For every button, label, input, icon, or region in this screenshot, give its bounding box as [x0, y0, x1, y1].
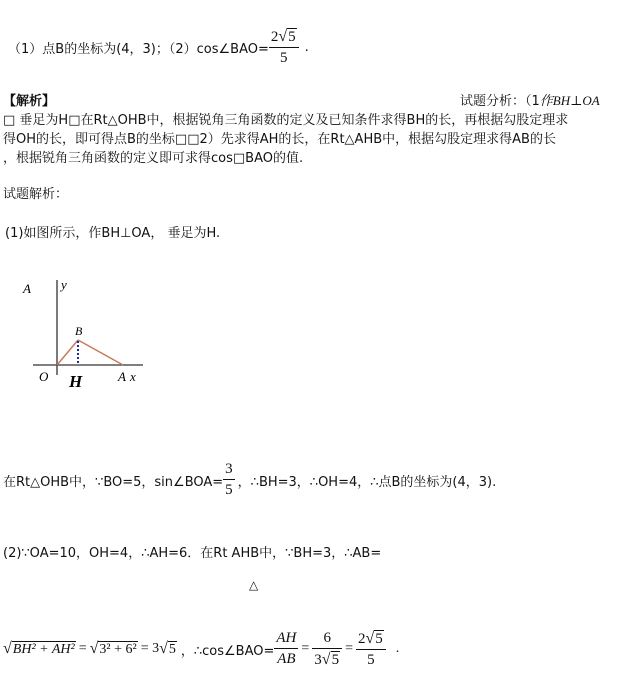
final-eq2: = 3	[140, 641, 160, 656]
final-eq3: =	[301, 641, 310, 656]
final-eq1: =	[78, 641, 87, 656]
part1-text: (1)如图所示，作BH⊥OA， 垂足为H.	[5, 226, 221, 241]
label-o: O	[39, 369, 49, 384]
final-end: .	[395, 641, 400, 656]
frac-6-3sqrt5: $\frac{6}{3√5}$	[312, 631, 342, 668]
segment-ba	[78, 340, 123, 365]
final-line	[3, 625, 399, 673]
frac-ah-ab: $\frac{AH}{AB}$	[276, 630, 297, 667]
solution-heading: 试题解析：	[3, 187, 69, 202]
final-eq4: =	[345, 641, 353, 656]
label-b: B	[75, 324, 83, 338]
label-a-axis: A	[118, 369, 126, 384]
sqrt-3-6: √3² + 6²	[89, 640, 137, 657]
analysis-heading: 【解析】	[3, 94, 56, 109]
rt-ohb-line	[3, 458, 496, 502]
triangle-symbol: △	[249, 578, 259, 592]
analysis-line2: □ 垂足为H□在Rt△OHB中，根据锐角三角函数的定义及已知条件求得BH的长，再根据勾股定理求	[3, 113, 569, 128]
final-cos-text: ，∴cos∠BAO=	[180, 643, 275, 659]
analysis-line3: 得OH的长，即可得点B的坐标□□2）先求得AH的长，在Rt△AHB中，根据勾股定理求得AB的长	[3, 132, 556, 147]
answer-frac-den: 5	[280, 49, 288, 66]
analysis-line4: ，根据锐角三角函数的定义即可求得cos□BAO的值.	[3, 151, 304, 166]
analysis-hint-label: 试题分析：（1作BH⊥OA	[460, 93, 600, 109]
label-y: y	[61, 277, 67, 292]
sqrt-bh-ah: √BH² + AH²	[3, 640, 75, 657]
answer-line	[8, 24, 309, 70]
label-x: x	[130, 369, 136, 384]
answer-fraction	[269, 29, 299, 66]
rt-ohb-prefix: 在Rt△OHB中，∵BO=5，sin∠BOA=	[3, 474, 224, 490]
sqrt-5: √5	[159, 640, 176, 657]
segment-ob	[57, 340, 78, 365]
answer-suffix: .	[304, 39, 309, 55]
label-h: H	[69, 372, 83, 391]
rt-ohb-suffix: ，∴BH=3，∴OH=4，∴点B的坐标为(4，3).	[237, 474, 497, 490]
sin-fraction: $\frac{3}{5}$	[225, 461, 233, 498]
label-a-top: A	[23, 281, 31, 296]
answer-prefix: （1）点B的坐标为(4，3)；（2）cos∠BAO=	[8, 41, 269, 57]
part2-text: (2)∵OA=10，OH=4，∴AH=6．在Rt AHB中，∵BH=3，∴AB=	[3, 546, 382, 561]
answer-frac-sqrt: √5	[278, 27, 296, 45]
frac-2sqrt5-5: $\frac{2√5}{5}$	[356, 631, 386, 668]
coordinate-diagram	[15, 275, 145, 395]
answer-frac-coef: 2	[270, 28, 279, 45]
